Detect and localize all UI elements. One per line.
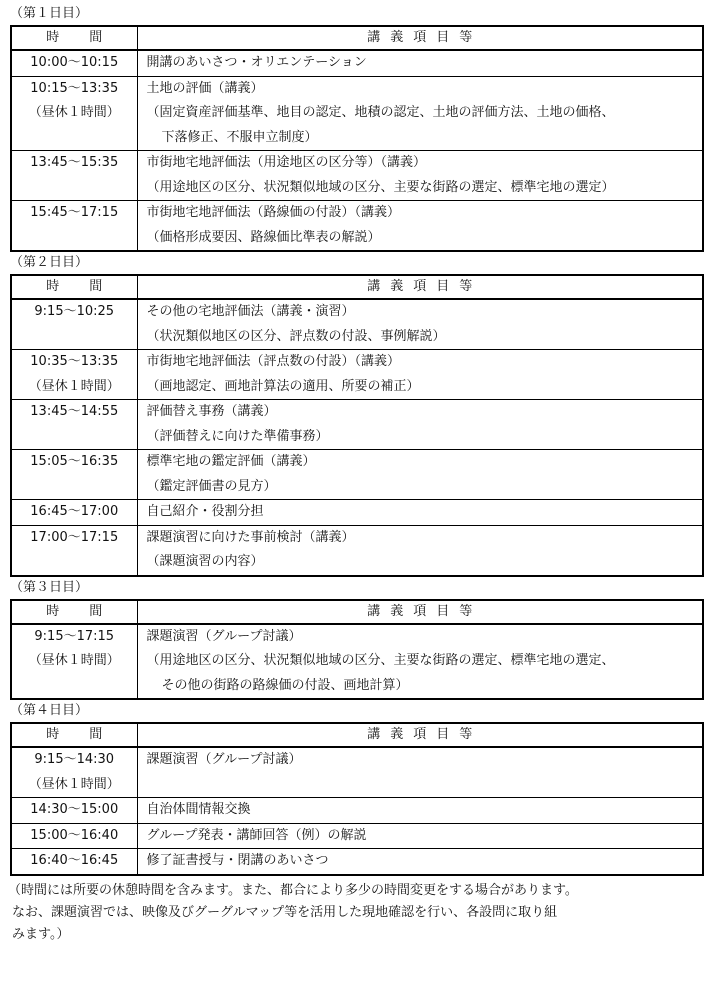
table-header-row [11, 723, 703, 747]
day-label: （第２日目） [10, 255, 89, 270]
item-title: 課題演習（グループ討議） [146, 752, 302, 767]
time-range: 9:15～17:15 [34, 628, 115, 644]
item-detail-continued: 下落修正、不服申立制度） [161, 129, 318, 145]
time-range: 9:15～10:25 [34, 304, 115, 319]
table-row [11, 747, 703, 798]
time-range: 10:35～13:35 [30, 354, 119, 369]
time-cell [11, 50, 137, 76]
item-cell [137, 798, 703, 824]
item-detail: （鑑定評価書の見方） [146, 478, 277, 494]
table-row [11, 823, 703, 849]
time-cell [11, 798, 137, 824]
time-range: 15:45～17:15 [30, 205, 119, 220]
lunch-break-note: （昼休１時間） [28, 653, 120, 668]
time-cell [11, 350, 137, 400]
item-cell [137, 201, 703, 252]
item-detail: （固定資産評価基準、地目の認定、地積の認定、土地の評価方法、土地の価格、 [146, 105, 615, 120]
table-row [11, 201, 703, 252]
table-row [11, 299, 703, 350]
table-row [11, 624, 703, 700]
lunch-break-note: （昼休１時間） [28, 776, 120, 792]
time-cell [11, 299, 137, 350]
time-range: 15:05～16:35 [30, 454, 119, 469]
item-title: 評価替え事務（講義） [146, 404, 277, 419]
item-cell [137, 823, 703, 849]
time-cell [11, 450, 137, 500]
time-cell [11, 849, 137, 875]
time-cell [11, 525, 137, 576]
table-header-row [11, 600, 703, 624]
item-column-header: 講義項目等 [137, 723, 703, 747]
lunch-break-note: （昼休１時間） [28, 105, 120, 120]
footnote-line: （時間には所要の休憩時間を含みます。また、都合により多少の時間変更をする場合があります。 [8, 882, 578, 898]
item-title: 課題演習に向けた事前検討（講義） [146, 529, 355, 545]
table-header-row [11, 26, 703, 50]
time-range: 10:15～13:35 [30, 80, 119, 96]
item-cell [137, 299, 703, 350]
time-range: 17:00～17:15 [30, 529, 119, 545]
item-detail: （用途地区の区分、状況類似地域の区分、主要な街路の選定、標準宅地の選定） [146, 179, 615, 195]
item-title: 市街地宅地評価法（用途地区の区分等）（講義） [146, 155, 427, 170]
item-title: 標準宅地の鑑定評価（講義） [146, 454, 316, 469]
footnote-line: なお、課題演習では、映像及びグーグルマップ等を活用した現地確認を行い、各設問に取り組 [12, 904, 558, 920]
item-title: 市街地宅地評価法（路線価の付設）（講義） [146, 205, 401, 220]
item-title: 市街地宅地評価法（評点数の付設）（講義） [146, 354, 401, 369]
time-cell [11, 76, 137, 151]
item-cell [137, 400, 703, 450]
time-cell [11, 201, 137, 252]
item-detail: （状況類似地区の区分、評点数の付設、事例解説） [146, 328, 446, 344]
time-cell [11, 400, 137, 450]
table-row [11, 798, 703, 824]
table-header-row [11, 275, 703, 299]
item-column-header: 講義項目等 [137, 26, 703, 50]
item-title: 開講のあいさつ・オリエンテーション [146, 55, 367, 70]
item-cell [137, 500, 703, 526]
table-row [11, 849, 703, 875]
time-cell [11, 624, 137, 700]
time-range: 13:45～14:55 [30, 404, 119, 419]
item-detail-continued: その他の街路の路線価の付設、画地計算） [161, 677, 409, 693]
item-title: 修了証書授与・閉講のあいさつ [146, 853, 329, 868]
time-cell [11, 747, 137, 798]
time-range: 9:15～14:30 [34, 752, 115, 767]
time-cell [11, 823, 137, 849]
time-column-header: 時間 [11, 26, 137, 50]
item-detail: （用途地区の区分、状況類似地域の区分、主要な街路の選定、標準宅地の選定、 [146, 653, 615, 668]
time-column-header: 時間 [11, 723, 137, 747]
item-title: 課題演習（グループ討議） [146, 628, 302, 644]
time-column-header: 時間 [11, 600, 137, 624]
item-title: 土地の評価（講義） [146, 80, 264, 96]
item-cell [137, 525, 703, 576]
table-row [11, 500, 703, 526]
schedule-table [10, 599, 704, 701]
table-row [11, 400, 703, 450]
table-row [11, 350, 703, 400]
time-range: 15:00～16:40 [30, 827, 119, 843]
schedule-document [8, 3, 717, 946]
item-cell [137, 747, 703, 798]
time-cell [11, 151, 137, 201]
item-title: その他の宅地評価法（講義・演習） [146, 304, 355, 319]
table-row [11, 525, 703, 576]
item-cell [137, 849, 703, 875]
item-cell [137, 76, 703, 151]
day-label: （第３日目） [10, 579, 89, 595]
time-range: 16:45～17:00 [30, 504, 119, 519]
item-column-header: 講義項目等 [137, 275, 703, 299]
day-label: （第４日目） [10, 703, 89, 718]
item-detail: （価格形成要因、路線価比準表の解説） [146, 229, 381, 245]
item-title: 自治体間情報交換 [146, 802, 251, 817]
footnote-line: みます。） [12, 926, 70, 942]
item-column-header: 講義項目等 [137, 600, 703, 624]
schedule-table [10, 722, 704, 876]
table-row [11, 450, 703, 500]
item-title: グループ発表・講師回答（例）の解説 [146, 827, 367, 843]
item-cell [137, 151, 703, 201]
schedule-table [10, 274, 704, 577]
table-row [11, 50, 703, 76]
time-range: 10:00～10:15 [30, 55, 119, 70]
time-range: 16:40～16:45 [30, 853, 119, 868]
footnote [8, 880, 717, 946]
item-cell [137, 450, 703, 500]
item-title: 自己紹介・役割分担 [146, 504, 264, 519]
item-cell [137, 350, 703, 400]
item-detail: （画地認定、画地計算法の適用、所要の補正） [146, 378, 420, 394]
time-cell [11, 500, 137, 526]
lunch-break-note: （昼休１時間） [28, 378, 120, 394]
time-range: 13:45～15:35 [30, 155, 119, 170]
item-detail: （評価替えに向けた準備事務） [146, 428, 329, 444]
table-row [11, 76, 703, 151]
item-cell [137, 50, 703, 76]
time-range: 14:30～15:00 [30, 802, 119, 817]
item-detail: （課題演習の内容） [146, 554, 264, 569]
day-label: （第１日目） [10, 6, 89, 21]
time-column-header: 時間 [11, 275, 137, 299]
schedule-table [10, 25, 704, 252]
item-cell [137, 624, 703, 700]
table-row [11, 151, 703, 201]
